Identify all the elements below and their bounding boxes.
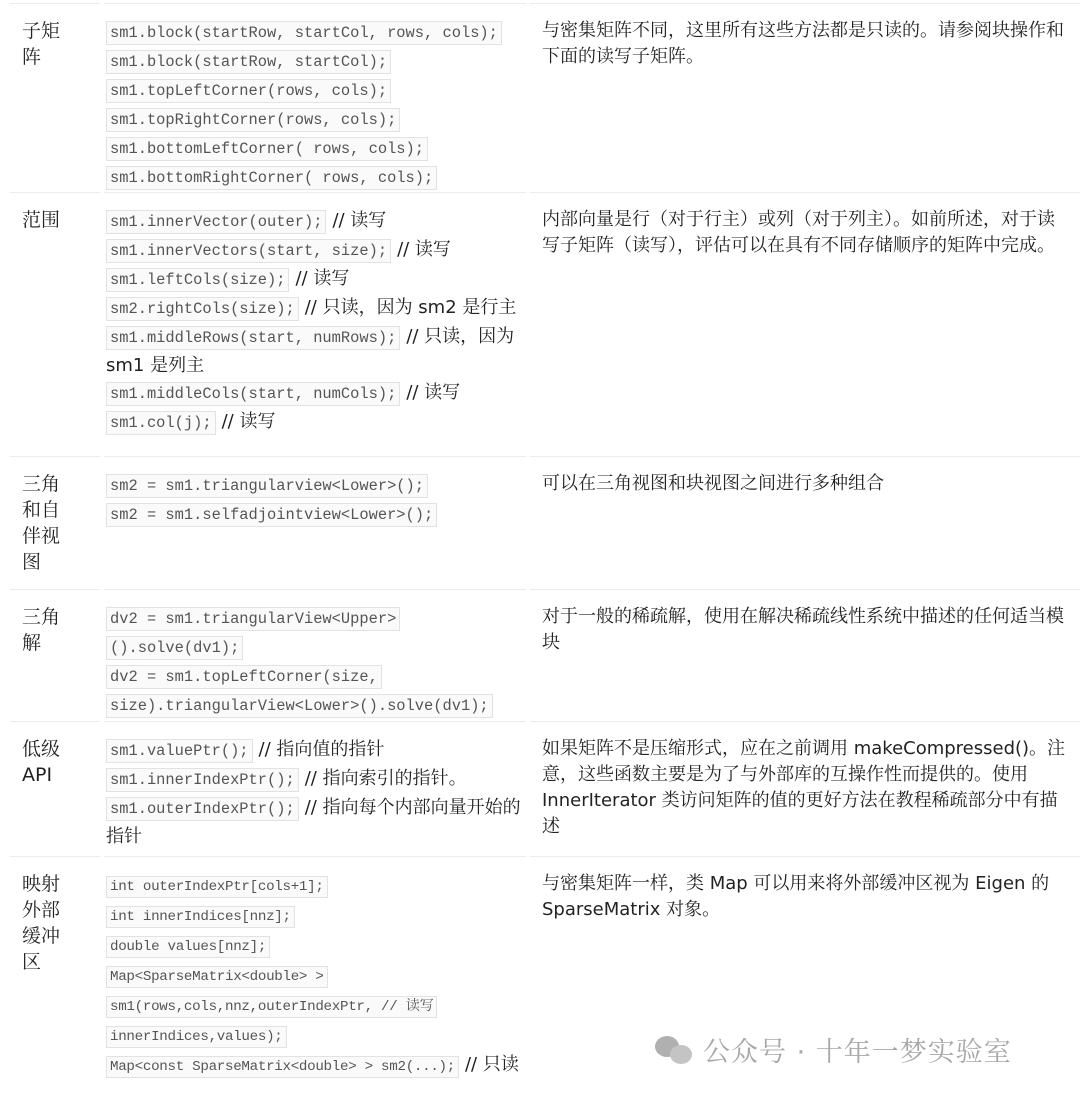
code-snippet: dv2 = sm1.topLeftCorner(size, size).triangularView<Lower>().solve(dv1);: [106, 665, 493, 718]
code-line: [106, 105, 526, 134]
table-row: [10, 456, 1080, 589]
code-line: [106, 604, 526, 662]
row-label: 映射外部缓冲区: [22, 873, 61, 973]
code-cell: [104, 721, 526, 856]
code-snippet: innerIndices,values);: [106, 1026, 287, 1048]
row-label-cell: [10, 856, 100, 1111]
code-line: [106, 931, 526, 961]
row-description: 可以在三角视图和块视图之间进行多种组合: [542, 473, 884, 494]
code-snippet: sm1.bottomRightCorner( rows, cols);: [106, 166, 437, 190]
code-snippet: int outerIndexPtr[cols+1];: [106, 876, 328, 898]
code-line: [106, 1051, 526, 1081]
code-comment: // 读写: [221, 411, 276, 432]
code-snippet: sm2.rightCols(size);: [106, 297, 299, 321]
description-cell: [530, 589, 1080, 721]
code-line: [106, 134, 526, 163]
code-line: [106, 765, 526, 794]
code-cell: [104, 192, 526, 456]
row-label-cell: [10, 3, 100, 192]
code-line: [106, 207, 526, 236]
code-line: [106, 236, 526, 265]
code-snippet: sm2 = sm1.triangularview<Lower>();: [106, 474, 428, 498]
row-label-cell: [10, 192, 100, 456]
description-cell: [530, 3, 1080, 192]
code-snippet: sm1.innerIndexPtr();: [106, 768, 299, 792]
code-line: [106, 736, 526, 765]
code-comment: // 指向索引的指针。: [304, 768, 467, 789]
code-comment: // 读写: [295, 268, 350, 289]
code-line: [106, 323, 526, 379]
code-line: [106, 662, 526, 720]
code-snippet: sm1.topRightCorner(rows, cols);: [106, 108, 400, 132]
code-line: [106, 471, 526, 500]
code-snippet: sm1.leftCols(size);: [106, 268, 289, 292]
code-cell: [104, 3, 526, 192]
code-snippet: dv2 = sm1.triangularView<Upper>().solve(dv1);: [106, 607, 400, 660]
code-line: [106, 18, 526, 47]
row-description: 对于一般的稀疏解，使用在解决稀疏线性系统中描述的任何适当模块: [542, 606, 1064, 653]
code-line: [106, 408, 526, 437]
row-label: 子矩阵: [22, 20, 61, 68]
wechat-icon: [655, 1034, 695, 1066]
code-line: [106, 500, 526, 529]
code-snippet: sm1.outerIndexPtr();: [106, 797, 299, 821]
code-comment: // 读写: [397, 239, 451, 260]
table-row: [10, 589, 1080, 721]
description-cell: [530, 721, 1080, 856]
code-line: [106, 901, 526, 931]
row-label: 三角解: [22, 606, 61, 654]
code-snippet: sm1.innerVectors(start, size);: [106, 239, 391, 263]
code-comment: // 只读: [464, 1054, 519, 1075]
code-line: [106, 991, 526, 1021]
code-line: [106, 76, 526, 105]
row-label: 三角和自伴视图: [22, 473, 61, 573]
code-comment: // 只读，因为 sm2 是行主: [304, 297, 517, 318]
code-snippet: sm1.block(startRow, startCol, rows, cols);: [106, 21, 502, 45]
row-label-cell: [10, 721, 100, 856]
code-snippet: sm1.col(j);: [106, 411, 216, 435]
code-line: [106, 163, 526, 192]
watermark: [655, 1030, 1012, 1069]
code-snippet: sm1.valuePtr();: [106, 739, 253, 763]
code-snippet: sm1(rows,cols,nnz,outerIndexPtr, // 读写: [106, 996, 437, 1018]
code-line: [106, 871, 526, 901]
description-cell: [530, 456, 1080, 589]
row-description: 与密集矩阵一样，类 Map 可以用来将外部缓冲区视为 Eigen 的 SparseMatrix 对象。: [542, 873, 1050, 920]
code-snippet: sm1.bottomLeftCorner( rows, cols);: [106, 137, 428, 161]
code-line: [106, 794, 526, 850]
code-comment: // 读写: [406, 382, 461, 403]
table-row: [10, 856, 1080, 1111]
code-line: [106, 294, 526, 323]
table-row: [10, 192, 1080, 456]
row-description: 与密集矩阵不同，这里所有这些方法都是只读的。请参阅块操作和下面的读写子矩阵。: [542, 20, 1064, 67]
code-snippet: Map<const SparseMatrix<double> > sm2(...);: [106, 1056, 459, 1078]
code-snippet: sm1.middleRows(start, numRows);: [106, 326, 400, 350]
code-snippet: sm2 = sm1.selfadjointview<Lower>();: [106, 503, 437, 527]
watermark-text: 公众号 · 十年一梦实验室: [703, 1037, 1012, 1068]
code-comment: // 读写: [332, 210, 387, 231]
row-description: 如果矩阵不是压缩形式，应在之前调用 makeCompressed()。注意，这些函数主要是为了与外部库的互操作性而提供的。使用 InnerIterator 类访问矩阵的值的更好方法在教程稀疏部分中有描述: [542, 738, 1066, 837]
code-line: [106, 265, 526, 294]
code-comment: // 只读，因为 sm1 是列主: [106, 326, 515, 376]
row-label-cell: [10, 456, 100, 589]
code-snippet: sm1.innerVector(outer);: [106, 210, 326, 234]
code-snippet: double values[nnz];: [106, 936, 270, 958]
row-label-cell: [10, 589, 100, 721]
description-cell: [530, 856, 1080, 1111]
code-snippet: int innerIndices[nnz];: [106, 906, 295, 928]
code-snippet: sm1.block(startRow, startCol);: [106, 50, 391, 74]
code-cell: [104, 856, 526, 1111]
code-line: [106, 379, 526, 408]
table-row: [10, 721, 1080, 856]
code-cell: [104, 589, 526, 721]
code-snippet: sm1.middleCols(start, numCols);: [106, 382, 400, 406]
description-cell: [530, 192, 1080, 456]
row-label: 范围: [22, 209, 61, 231]
sparse-matrix-operations-table: [6, 3, 1080, 1111]
code-snippet: sm1.topLeftCorner(rows, cols);: [106, 79, 391, 103]
code-cell: [104, 456, 526, 589]
row-label: 低级API: [22, 738, 61, 786]
code-line: [106, 1021, 526, 1051]
table-row: [10, 3, 1080, 192]
code-comment: // 指向每个内部向量开始的指针: [106, 797, 521, 847]
code-snippet: Map<SparseMatrix<double> >: [106, 966, 328, 988]
code-line: [106, 47, 526, 76]
code-comment: // 指向值的指针: [258, 739, 385, 760]
code-line: [106, 961, 526, 991]
row-description: 内部向量是行（对于行主）或列（对于列主）。如前所述，对于读写子矩阵（读写），评估可以在具有不同存储顺序的矩阵中完成。: [542, 209, 1055, 256]
